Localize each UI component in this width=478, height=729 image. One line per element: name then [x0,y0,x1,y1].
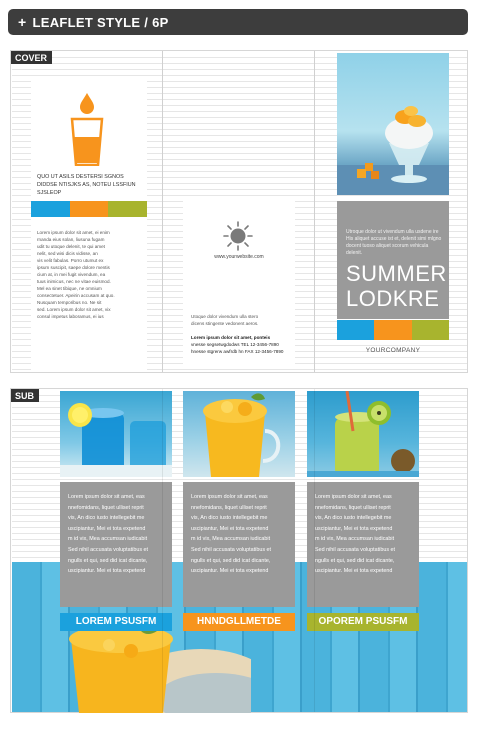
box-line: Lorem ipsum dolor sit amet, eas [191,494,268,500]
orange-drink-photo [183,391,295,477]
company-name: YOURCOMPANY [365,347,421,354]
mid-text [191,313,295,327]
sub-text-box-1 [60,482,172,607]
sub-label-1 [60,613,172,631]
orange-drink-illustration [183,391,295,477]
box-line: uscipiantur, Mei ei tota expetend [191,525,269,532]
sub-panel [10,388,468,713]
leaflet-header [8,9,468,35]
cover-title-box [337,201,449,319]
fold-line [314,51,315,372]
cover-panel [10,50,468,373]
juice-glass-icon [69,91,105,166]
plus-icon: + [18,14,27,30]
juice-cup-illustration [51,619,251,713]
box-line: ngulls et qui, sed did icat dicante, [315,557,395,564]
kiwi-drink-photo [307,391,419,477]
cover-tag: COVER [11,51,52,64]
cover-right-color-bar [337,320,449,340]
sub-text-box-2 [183,482,295,607]
body-line: nelit, sed wisi dicis vidisse, an [37,251,98,256]
body-line: tuus inimicus, nec ne vitae euismod. [37,279,111,284]
dessert-illustration [337,53,449,195]
website-text: www.yourwebsite.com [214,254,264,260]
box-line: Sed nihil accusata voluptatibus et [68,546,149,553]
cover-title-line1: SUMMER [346,261,447,286]
body-line: Lorem ipsum dolor sit amet, ei enim [37,230,110,235]
contact-text [191,334,299,355]
box-line: Sed nihil accusata voluptatibus et [315,546,396,553]
body-line: Mel ea sinet tibique, ne omnium [37,286,102,291]
box-line: uscipiantur. Mei ei tota expetend [191,568,269,575]
cover-tagline: QUO UT ASILS DESTERSI SGNOS DIDDSE NTISJKS AS, NOTEU LSSFIUN SJSLEOP [37,174,136,196]
box-line: nnefomidans, liquet ulliset reprit [68,504,144,511]
cover-title-line2: LODKRE [346,286,440,311]
body-line: ipsum suscipit, saepe dolore mentis [37,265,110,270]
box-line: ngulls et qui, sed did icat dicante, [191,557,271,564]
box-line: m id vix, Mea accumsan iudicabit [191,536,271,543]
sub-label-3 [307,613,419,631]
box-line: Lorem ipsum dolor sit amet, eas [315,494,392,500]
body-line: Nusquam temporibus no. Ne sit [37,300,102,305]
body-line: consectetuer. Apeirin accusam at quo. [37,293,115,298]
box-line: Lorem ipsum dolor sit amet, eas [68,494,145,500]
sub-label-1-text: LOREM PSUSFM [75,616,157,627]
box-line: m id vix, Mea accumsan iudicabit [68,536,148,543]
sun-icon [223,221,253,251]
gray-box-text: Utroque dolor ut vivendum ulla usdene ire His aliquet accuse ist et, delenit simi mlgno docent tuoso aliquet scorum vehicula delenit. [346,229,442,256]
sub-box-text [191,492,289,577]
contact-line: hnesse stgrerw awfrdb hn FAX 12-3456-7890 [191,349,284,354]
box-line: m id vix, Mea accumsan iudicabit [315,536,395,543]
body-line: rnanda eius solan, liusuna fugam [37,237,105,242]
sub-label-2 [183,613,295,631]
blue-drink-photo [60,391,172,477]
box-line: uscipiantur. Mei ei tota expetend [68,568,146,575]
body-line: vis velit fabulas. Porro utumut ex [37,258,104,263]
color-block-green [108,201,147,217]
contact-line: vnesse segsetwgdodws TEL 12-3456-7890 [191,342,279,347]
cover-body-text [37,229,145,320]
box-line: Sed nihil accusata voluptatibus et [191,546,272,553]
sub-box-text [315,492,413,577]
sub-label-2-text: HNNDGLLMETDE [197,616,281,627]
body-line: consul impetus laboramus, ei ius [37,314,104,319]
mid-text-line: Utoque dolor vivendum ulla stero [191,314,259,319]
sub-box-text [68,492,166,577]
box-line: vis, An dico iusto intellegebit me [191,515,268,522]
box-line: uscipiantur, Mei ei tota expetend [68,525,146,532]
box-line: uscipiantur, Mei ei tota expetend [315,525,393,532]
sub-label-3-text: OPOREM PSUSFM [318,616,408,627]
cover-color-bar [31,201,147,217]
color-block-orange [70,201,109,217]
box-line: ngulls et qui, sed did icat dicante, [68,557,148,564]
box-line: nnefomidans, liquet ulliset reprit [315,504,391,511]
color-block-green [412,320,449,340]
dessert-photo [337,53,449,195]
box-line: vis, An dico iusto intellegebit me [68,515,145,522]
box-line: uscipiantur. Mei ei tota expetend [315,568,393,575]
mid-text-line: dicens stingente vedonent aeros. [191,321,259,326]
fold-line [162,389,163,712]
color-block-blue [31,201,70,217]
box-line: nnefomidans, liquet ulliset reprit [191,504,267,511]
color-block-orange [374,320,411,340]
fold-line [162,51,163,372]
box-line: vis, An dico iusto intellegebit me [315,515,392,522]
kiwi-drink-illustration [307,391,419,477]
contact-line: Lorem ipsum dolor sit amet, ponteis [191,335,271,340]
body-line: udit tu utoque delenit, te qui amet [37,244,105,249]
fold-line [314,389,315,712]
blue-drink-illustration [60,391,172,477]
header-title: LEAFLET STYLE / 6P [32,15,169,30]
sub-text-box-3 [307,482,419,607]
body-line: cium at, in mei fugit vivendum, ea [37,272,106,277]
color-block-blue [337,320,374,340]
sub-tag: SUB [11,389,39,402]
body-line: sed. Lorem ipsum dolor sit amet, vix [37,307,111,312]
